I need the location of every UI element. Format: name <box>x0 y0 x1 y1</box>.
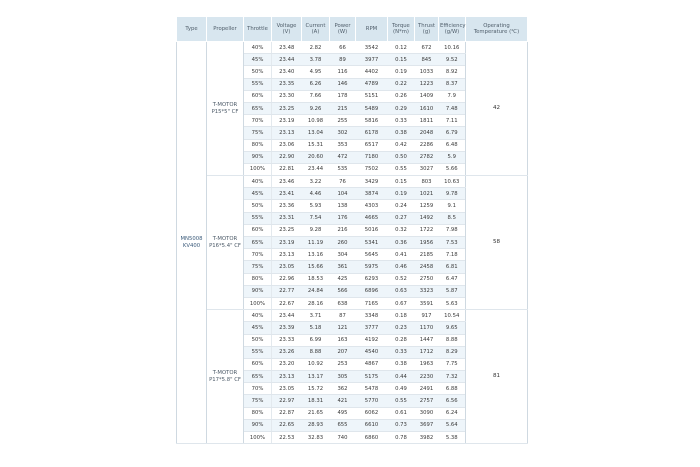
thrust-cell: 3323 <box>415 285 439 297</box>
voltage-cell: 22.96 <box>272 273 302 285</box>
throttle-cell: 60% <box>244 358 272 370</box>
torque-cell: 0.12 <box>388 42 415 54</box>
throttle-cell: 40% <box>244 42 272 54</box>
thrust-cell: 1021 <box>415 188 439 200</box>
motor-test-table <box>176 16 528 444</box>
power-cell: 255 <box>330 115 356 127</box>
efficiency-cell: 7.11 <box>439 115 466 127</box>
efficiency-cell: 6.56 <box>439 395 466 407</box>
power-cell: 260 <box>330 237 356 249</box>
power-cell: 421 <box>330 395 356 407</box>
efficiency-cell: 7.75 <box>439 358 466 370</box>
efficiency-cell: 6.48 <box>439 139 466 151</box>
motor-test-table-container <box>176 16 527 444</box>
thrust-cell: 2491 <box>415 383 439 395</box>
header-thrust: Thrust (g) <box>415 17 439 42</box>
efficiency-cell: 9.65 <box>439 322 466 334</box>
throttle-cell: 75% <box>244 261 272 273</box>
efficiency-cell: 8.88 <box>439 334 466 346</box>
thrust-cell: 1963 <box>415 358 439 370</box>
efficiency-cell: 6.81 <box>439 261 466 273</box>
rpm-cell: 4665 <box>356 212 388 224</box>
voltage-cell: 23.13 <box>272 249 302 261</box>
voltage-cell: 23.31 <box>272 212 302 224</box>
operating-temperature-cell: 42 <box>466 42 528 176</box>
efficiency-cell: 7.9 <box>439 90 466 102</box>
torque-cell: 0.19 <box>388 66 415 78</box>
torque-cell: 0.33 <box>388 115 415 127</box>
torque-cell: 0.36 <box>388 237 415 249</box>
throttle-cell: 90% <box>244 285 272 297</box>
header-rpm: RPM <box>356 17 388 42</box>
throttle-cell: 45% <box>244 322 272 334</box>
header-propeller: Propeller <box>207 17 244 42</box>
table-row <box>177 310 528 322</box>
rpm-cell: 3542 <box>356 42 388 54</box>
voltage-cell: 23.36 <box>272 200 302 212</box>
power-cell: 253 <box>330 358 356 370</box>
voltage-cell: 23.30 <box>272 90 302 102</box>
thrust-cell: 3982 <box>415 432 439 444</box>
voltage-cell: 22.67 <box>272 297 302 309</box>
rpm-cell: 4303 <box>356 200 388 212</box>
current-cell: 28.93 <box>302 419 330 431</box>
voltage-cell: 23.05 <box>272 383 302 395</box>
thrust-cell: 2757 <box>415 395 439 407</box>
current-cell: 6.99 <box>302 334 330 346</box>
rpm-cell: 6860 <box>356 432 388 444</box>
rpm-cell: 5816 <box>356 115 388 127</box>
current-cell: 10.98 <box>302 115 330 127</box>
current-cell: 13.17 <box>302 371 330 383</box>
power-cell: 304 <box>330 249 356 261</box>
torque-cell: 0.42 <box>388 139 415 151</box>
current-cell: 5.93 <box>302 200 330 212</box>
current-cell: 7.54 <box>302 212 330 224</box>
operating-temperature-cell: 58 <box>466 176 528 310</box>
torque-cell: 0.24 <box>388 200 415 212</box>
voltage-cell: 23.39 <box>272 322 302 334</box>
torque-cell: 0.15 <box>388 54 415 66</box>
voltage-cell: 23.25 <box>272 102 302 114</box>
torque-cell: 0.41 <box>388 249 415 261</box>
current-cell: 18.53 <box>302 273 330 285</box>
power-cell: 207 <box>330 346 356 358</box>
current-cell: 3.71 <box>302 310 330 322</box>
thrust-cell: 917 <box>415 310 439 322</box>
throttle-cell: 70% <box>244 249 272 261</box>
torque-cell: 0.55 <box>388 163 415 175</box>
power-cell: 66 <box>330 42 356 54</box>
efficiency-cell: 8.37 <box>439 78 466 90</box>
rpm-cell: 5645 <box>356 249 388 261</box>
efficiency-cell: 6.79 <box>439 127 466 139</box>
header-power: Power (W) <box>330 17 356 42</box>
rpm-cell: 3429 <box>356 176 388 188</box>
current-cell: 4.46 <box>302 188 330 200</box>
power-cell: 362 <box>330 383 356 395</box>
thrust-cell: 1610 <box>415 102 439 114</box>
thrust-cell: 2230 <box>415 371 439 383</box>
efficiency-cell: 10.54 <box>439 310 466 322</box>
efficiency-cell: 7.18 <box>439 249 466 261</box>
current-cell: 9.26 <box>302 102 330 114</box>
current-cell: 7.66 <box>302 90 330 102</box>
torque-cell: 0.73 <box>388 419 415 431</box>
voltage-cell: 23.25 <box>272 224 302 236</box>
header-current: Current (A) <box>302 17 330 42</box>
thrust-cell: 1712 <box>415 346 439 358</box>
efficiency-cell: 5.64 <box>439 419 466 431</box>
thrust-cell: 1722 <box>415 224 439 236</box>
power-cell: 305 <box>330 371 356 383</box>
current-cell: 15.66 <box>302 261 330 273</box>
throttle-cell: 55% <box>244 346 272 358</box>
power-cell: 216 <box>330 224 356 236</box>
torque-cell: 0.44 <box>388 371 415 383</box>
header-row <box>177 17 528 42</box>
current-cell: 15.31 <box>302 139 330 151</box>
current-cell: 3.22 <box>302 176 330 188</box>
power-cell: 116 <box>330 66 356 78</box>
throttle-cell: 100% <box>244 432 272 444</box>
efficiency-cell: 10.63 <box>439 176 466 188</box>
current-cell: 8.88 <box>302 346 330 358</box>
throttle-cell: 65% <box>244 102 272 114</box>
current-cell: 11.19 <box>302 237 330 249</box>
operating-temperature-cell: 81 <box>466 310 528 444</box>
thrust-cell: 672 <box>415 42 439 54</box>
rpm-cell: 4192 <box>356 334 388 346</box>
voltage-cell: 22.90 <box>272 151 302 163</box>
rpm-cell: 4867 <box>356 358 388 370</box>
rpm-cell: 5341 <box>356 237 388 249</box>
power-cell: 472 <box>330 151 356 163</box>
power-cell: 76 <box>330 176 356 188</box>
power-cell: 87 <box>330 310 356 322</box>
power-cell: 566 <box>330 285 356 297</box>
voltage-cell: 23.06 <box>272 139 302 151</box>
efficiency-cell: 5.66 <box>439 163 466 175</box>
throttle-cell: 55% <box>244 78 272 90</box>
voltage-cell: 23.44 <box>272 310 302 322</box>
rpm-cell: 5975 <box>356 261 388 273</box>
efficiency-cell: 6.24 <box>439 407 466 419</box>
voltage-cell: 23.20 <box>272 358 302 370</box>
voltage-cell: 23.44 <box>272 54 302 66</box>
torque-cell: 0.38 <box>388 358 415 370</box>
rpm-cell: 6517 <box>356 139 388 151</box>
thrust-cell: 1223 <box>415 78 439 90</box>
torque-cell: 0.26 <box>388 90 415 102</box>
power-cell: 104 <box>330 188 356 200</box>
thrust-cell: 845 <box>415 54 439 66</box>
torque-cell: 0.18 <box>388 310 415 322</box>
torque-cell: 0.46 <box>388 261 415 273</box>
torque-cell: 0.23 <box>388 322 415 334</box>
voltage-cell: 23.19 <box>272 115 302 127</box>
current-cell: 18.31 <box>302 395 330 407</box>
voltage-cell: 23.13 <box>272 127 302 139</box>
rpm-cell: 5175 <box>356 371 388 383</box>
torque-cell: 0.22 <box>388 78 415 90</box>
current-cell: 28.16 <box>302 297 330 309</box>
voltage-cell: 23.26 <box>272 346 302 358</box>
throttle-cell: 45% <box>244 54 272 66</box>
rpm-cell: 4789 <box>356 78 388 90</box>
rpm-cell: 3777 <box>356 322 388 334</box>
voltage-cell: 23.48 <box>272 42 302 54</box>
rpm-cell: 5770 <box>356 395 388 407</box>
current-cell: 9.28 <box>302 224 330 236</box>
rpm-cell: 5151 <box>356 90 388 102</box>
voltage-cell: 23.46 <box>272 176 302 188</box>
rpm-cell: 6293 <box>356 273 388 285</box>
efficiency-cell: 8.5 <box>439 212 466 224</box>
throttle-cell: 100% <box>244 297 272 309</box>
rpm-cell: 6062 <box>356 407 388 419</box>
torque-cell: 0.55 <box>388 395 415 407</box>
power-cell: 163 <box>330 334 356 346</box>
power-cell: 638 <box>330 297 356 309</box>
throttle-cell: 65% <box>244 371 272 383</box>
current-cell: 10.92 <box>302 358 330 370</box>
efficiency-cell: 9.78 <box>439 188 466 200</box>
throttle-cell: 50% <box>244 200 272 212</box>
voltage-cell: 22.53 <box>272 432 302 444</box>
torque-cell: 0.52 <box>388 273 415 285</box>
thrust-cell: 2782 <box>415 151 439 163</box>
torque-cell: 0.15 <box>388 176 415 188</box>
throttle-cell: 90% <box>244 151 272 163</box>
propeller-cell: T-MOTOR P15*5" CF <box>207 42 244 176</box>
efficiency-cell: 8.92 <box>439 66 466 78</box>
efficiency-cell: 10.16 <box>439 42 466 54</box>
thrust-cell: 2048 <box>415 127 439 139</box>
voltage-cell: 23.05 <box>272 261 302 273</box>
power-cell: 535 <box>330 163 356 175</box>
propeller-cell: T-MOTOR P17*5.8" CF <box>207 310 244 444</box>
current-cell: 13.16 <box>302 249 330 261</box>
rpm-cell: 3977 <box>356 54 388 66</box>
current-cell: 20.60 <box>302 151 330 163</box>
thrust-cell: 3697 <box>415 419 439 431</box>
power-cell: 178 <box>330 90 356 102</box>
voltage-cell: 22.87 <box>272 407 302 419</box>
throttle-cell: 50% <box>244 334 272 346</box>
power-cell: 425 <box>330 273 356 285</box>
thrust-cell: 3027 <box>415 163 439 175</box>
rpm-cell: 7180 <box>356 151 388 163</box>
rpm-cell: 7165 <box>356 297 388 309</box>
efficiency-cell: 9.1 <box>439 200 466 212</box>
efficiency-cell: 6.88 <box>439 383 466 395</box>
header-type: Type <box>177 17 207 42</box>
voltage-cell: 23.19 <box>272 237 302 249</box>
efficiency-cell: 5.63 <box>439 297 466 309</box>
power-cell: 655 <box>330 419 356 431</box>
current-cell: 23.44 <box>302 163 330 175</box>
header-operating-temperature: Operating Temperature (℃) <box>466 17 528 42</box>
thrust-cell: 2458 <box>415 261 439 273</box>
thrust-cell: 3591 <box>415 297 439 309</box>
power-cell: 138 <box>330 200 356 212</box>
rpm-cell: 6610 <box>356 419 388 431</box>
rpm-cell: 3874 <box>356 188 388 200</box>
thrust-cell: 1409 <box>415 90 439 102</box>
voltage-cell: 23.35 <box>272 78 302 90</box>
voltage-cell: 23.13 <box>272 371 302 383</box>
throttle-cell: 80% <box>244 139 272 151</box>
torque-cell: 0.63 <box>388 285 415 297</box>
current-cell: 15.72 <box>302 383 330 395</box>
torque-cell: 0.28 <box>388 334 415 346</box>
throttle-cell: 60% <box>244 224 272 236</box>
throttle-cell: 40% <box>244 310 272 322</box>
rpm-cell: 6178 <box>356 127 388 139</box>
power-cell: 146 <box>330 78 356 90</box>
voltage-cell: 22.77 <box>272 285 302 297</box>
torque-cell: 0.32 <box>388 224 415 236</box>
torque-cell: 0.49 <box>388 383 415 395</box>
table-row <box>177 176 528 188</box>
current-cell: 6.26 <box>302 78 330 90</box>
throttle-cell: 100% <box>244 163 272 175</box>
table-body <box>177 42 528 444</box>
throttle-cell: 60% <box>244 90 272 102</box>
torque-cell: 0.50 <box>388 151 415 163</box>
throttle-cell: 45% <box>244 188 272 200</box>
power-cell: 89 <box>330 54 356 66</box>
thrust-cell: 1956 <box>415 237 439 249</box>
voltage-cell: 22.65 <box>272 419 302 431</box>
current-cell: 21.65 <box>302 407 330 419</box>
current-cell: 13.04 <box>302 127 330 139</box>
power-cell: 495 <box>330 407 356 419</box>
power-cell: 361 <box>330 261 356 273</box>
torque-cell: 0.78 <box>388 432 415 444</box>
efficiency-cell: 7.98 <box>439 224 466 236</box>
rpm-cell: 3348 <box>356 310 388 322</box>
power-cell: 176 <box>330 212 356 224</box>
rpm-cell: 6896 <box>356 285 388 297</box>
motor-type-cell: MN5008 KV400 <box>177 42 207 444</box>
torque-cell: 0.61 <box>388 407 415 419</box>
thrust-cell: 2750 <box>415 273 439 285</box>
voltage-cell: 23.33 <box>272 334 302 346</box>
thrust-cell: 3090 <box>415 407 439 419</box>
rpm-cell: 5489 <box>356 102 388 114</box>
throttle-cell: 65% <box>244 237 272 249</box>
thrust-cell: 1447 <box>415 334 439 346</box>
current-cell: 5.18 <box>302 322 330 334</box>
thrust-cell: 1170 <box>415 322 439 334</box>
rpm-cell: 5478 <box>356 383 388 395</box>
efficiency-cell: 7.53 <box>439 237 466 249</box>
torque-cell: 0.27 <box>388 212 415 224</box>
thrust-cell: 1259 <box>415 200 439 212</box>
throttle-cell: 70% <box>244 383 272 395</box>
throttle-cell: 80% <box>244 273 272 285</box>
thrust-cell: 2286 <box>415 139 439 151</box>
efficiency-cell: 7.48 <box>439 102 466 114</box>
header-voltage: Voltage (V) <box>272 17 302 42</box>
throttle-cell: 75% <box>244 395 272 407</box>
throttle-cell: 40% <box>244 176 272 188</box>
thrust-cell: 1811 <box>415 115 439 127</box>
power-cell: 121 <box>330 322 356 334</box>
efficiency-cell: 8.29 <box>439 346 466 358</box>
throttle-cell: 55% <box>244 212 272 224</box>
header-efficiency: Efficiency (g/W) <box>439 17 466 42</box>
current-cell: 32.83 <box>302 432 330 444</box>
torque-cell: 0.29 <box>388 102 415 114</box>
table-row <box>177 42 528 54</box>
propeller-cell: T-MOTOR P16*5.4" CF <box>207 176 244 310</box>
power-cell: 302 <box>330 127 356 139</box>
rpm-cell: 4402 <box>356 66 388 78</box>
voltage-cell: 23.40 <box>272 66 302 78</box>
efficiency-cell: 6.47 <box>439 273 466 285</box>
power-cell: 740 <box>330 432 356 444</box>
throttle-cell: 50% <box>244 66 272 78</box>
power-cell: 353 <box>330 139 356 151</box>
rpm-cell: 4540 <box>356 346 388 358</box>
current-cell: 3.78 <box>302 54 330 66</box>
current-cell: 24.84 <box>302 285 330 297</box>
voltage-cell: 22.97 <box>272 395 302 407</box>
current-cell: 2.82 <box>302 42 330 54</box>
thrust-cell: 2185 <box>415 249 439 261</box>
efficiency-cell: 5.38 <box>439 432 466 444</box>
thrust-cell: 1492 <box>415 212 439 224</box>
thrust-cell: 803 <box>415 176 439 188</box>
voltage-cell: 23.41 <box>272 188 302 200</box>
torque-cell: 0.33 <box>388 346 415 358</box>
efficiency-cell: 9.52 <box>439 54 466 66</box>
throttle-cell: 80% <box>244 407 272 419</box>
torque-cell: 0.67 <box>388 297 415 309</box>
efficiency-cell: 5.9 <box>439 151 466 163</box>
rpm-cell: 7502 <box>356 163 388 175</box>
power-cell: 215 <box>330 102 356 114</box>
efficiency-cell: 7.32 <box>439 371 466 383</box>
torque-cell: 0.19 <box>388 188 415 200</box>
efficiency-cell: 5.87 <box>439 285 466 297</box>
thrust-cell: 1033 <box>415 66 439 78</box>
throttle-cell: 70% <box>244 115 272 127</box>
throttle-cell: 90% <box>244 419 272 431</box>
header-torque: Torque (N*m) <box>388 17 415 42</box>
torque-cell: 0.38 <box>388 127 415 139</box>
throttle-cell: 75% <box>244 127 272 139</box>
header-throttle: Throttle <box>244 17 272 42</box>
rpm-cell: 5016 <box>356 224 388 236</box>
current-cell: 4.95 <box>302 66 330 78</box>
voltage-cell: 22.81 <box>272 163 302 175</box>
